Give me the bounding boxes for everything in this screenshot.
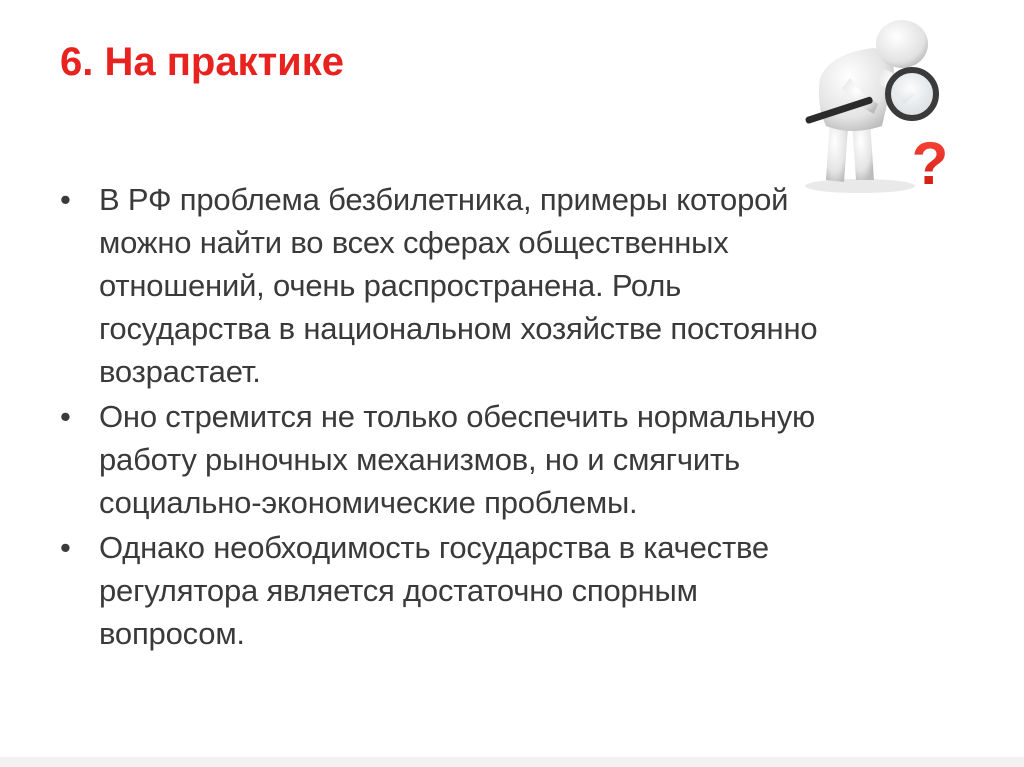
bullet-line: можно найти во всех сферах общественных bbox=[99, 225, 729, 260]
person-magnifying-glass-question-icon bbox=[790, 8, 960, 198]
bullet-line: Однако необходимость государства в качестве bbox=[99, 530, 769, 565]
bullet-line: регулятора является достаточно спорным bbox=[99, 573, 698, 608]
bullet-item bbox=[60, 526, 1020, 655]
bullet-list bbox=[60, 178, 1020, 657]
bullet-symbol: • bbox=[60, 399, 71, 434]
bullet-line: возрастает. bbox=[99, 354, 261, 389]
bullet-line: работу рыночных механизмов, но и смягчить bbox=[99, 442, 740, 477]
bullet-item bbox=[60, 178, 1020, 393]
bullet-line: В РФ проблема безбилетника, примеры которой bbox=[99, 182, 789, 217]
bullet-line: социально-экономические проблемы. bbox=[99, 485, 638, 520]
bullet-line: государства в национальном хозяйстве постоянно bbox=[99, 311, 818, 346]
bullet-line: отношений, очень распространена. Роль bbox=[99, 268, 682, 303]
question-mark-icon: ? bbox=[911, 130, 949, 197]
slide-title: 6. На практике bbox=[60, 40, 345, 84]
bullet-line: вопросом. bbox=[99, 616, 245, 651]
bullet-symbol: • bbox=[60, 182, 71, 217]
bullet-line: Оно стремится не только обеспечить нормальную bbox=[99, 399, 816, 434]
bullet-item bbox=[60, 395, 1020, 524]
slide-bottom-edge bbox=[0, 757, 1024, 767]
bullet-symbol: • bbox=[60, 530, 71, 565]
